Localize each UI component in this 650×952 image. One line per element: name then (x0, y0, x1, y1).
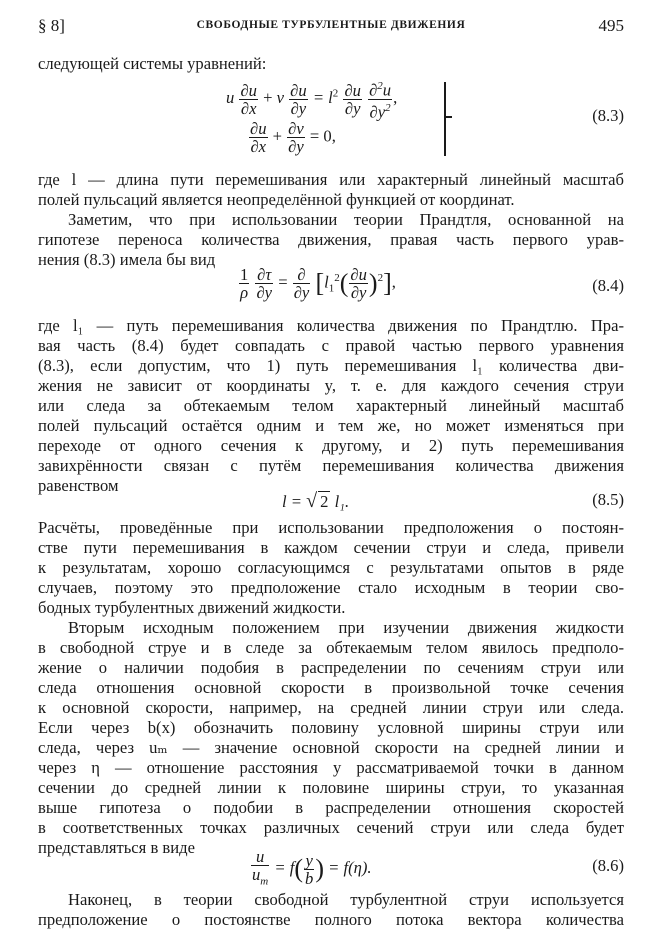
line: к основной скорости, например, на средней линии струи или следа. (38, 698, 624, 717)
equation-8-6: $\frac{u}{u_m}$ = f( $\frac{y}{b}$ ) = f(η). (8.6) (252, 847, 624, 888)
line: в соответственных точках различных сечений струи или следа будет (38, 818, 624, 837)
equation-number-8-4: (8.4) (592, 276, 624, 295)
line: стве пути перемешивания в каждом сечении струи и следа, привели (38, 538, 624, 557)
section-marker: § 8] (38, 16, 65, 35)
line: выше гипотеза о подобии в распределении отношения скоростей (38, 798, 624, 817)
line: где l — длина пути перемешивания или характерный линейный масштаб (38, 170, 624, 189)
line: завихрённости связан с путём перемешивания количества движения (38, 456, 624, 475)
equation-8-5: l = √ 2 l₁. (8.5) (282, 490, 624, 512)
equation-8-3-brace (440, 82, 446, 156)
line: следа, через uₘ — значение основной скорости на средней линии и (38, 738, 624, 757)
paragraph-3 (38, 316, 624, 337)
line: предположение о постоянстве полного потока вектора количества (38, 910, 624, 929)
line: полей пульсаций является неопределённой функцией от координат. (38, 190, 515, 209)
paragraph-1 (38, 170, 624, 191)
line: случаев, поэтому это предположение стало исходным в теории сво- (38, 578, 624, 597)
line: через η — отношение расстояния y рассматриваемой точки в данном (38, 758, 624, 777)
paragraph-intro (38, 54, 624, 75)
line: или следа за обтекаемым телом характерный линейный масштаб (38, 396, 624, 415)
line: Если через b(x) обозначить половину условной ширины струи или (38, 718, 624, 737)
line: равенством (38, 476, 119, 495)
line: где l₁ — путь перемешивания количества движения по Прандтлю. Пра- (38, 316, 624, 335)
line: переходе от одного сечения к другому, и 2) путь перемешивания (38, 436, 624, 455)
equation-8-3-row-1: u $\frac{\partial u}{\partial x}$ + v $\frac{\partial u}{\partial y}$ = $l^2$ $\frac{\partial u}{\partial y}$ $\frac{\partial^2u}{\partial y^2}$ , (226, 80, 398, 122)
paragraph-4 (38, 518, 624, 539)
line: Наконец, в теории свободной турбулентной струи используется (68, 890, 624, 909)
line: в свободной струе и в следе за обтекаемым телом явилось предполо- (38, 638, 624, 657)
paragraph-5 (38, 618, 624, 639)
equation-number-8-5: (8.5) (592, 490, 624, 509)
equation-8-3 (38, 78, 624, 164)
line: представляться в виде (38, 838, 195, 857)
running-header (38, 16, 624, 40)
line: полей пульсаций остаётся одним и тем же, но может изменяться при (38, 416, 624, 435)
line: нения (8.3) имела бы вид (38, 250, 216, 269)
running-title: СВОБОДНЫЕ ТУРБУЛЕНТНЫЕ ДВИЖЕНИЯ (196, 19, 466, 31)
line: гипотезе переноса количества движения, правая часть первого урав- (38, 230, 624, 249)
line: Вторым исходным положением при изучении движения жидкости (68, 618, 624, 637)
line: следующей системы уравнений: (38, 54, 267, 73)
equation-8-4: $\frac{1}{\rho}$ $\frac{\partial\tau}{\partial y}$ = ∂ ∂y [$l_1^2$( $\frac{\partial u}{\partial y}$ )$^2$], (8.4) (240, 265, 624, 302)
page-number: 495 (598, 16, 624, 35)
paragraph-2 (38, 210, 624, 231)
line: жение о наличии подобия в распределении по сечениям струи или (38, 658, 624, 677)
line: к результатам, хорошо согласующимся с результатами опытов в ряде (38, 558, 624, 577)
line: жения не зависит от координаты y, т. е. для каждого сечения струи (38, 376, 624, 395)
paragraph-6 (38, 890, 624, 911)
equation-number-8-6: (8.6) (592, 856, 624, 875)
line: бодных турбулентных движений жидкости. (38, 598, 346, 617)
equation-8-3-row-2: $\frac{\partial u}{\partial x}$ + $\frac{\partial v}{\partial y}$ = 0, (250, 119, 336, 156)
line: Заметим, что при использовании теории Прандтля, основанной на (68, 210, 624, 229)
line: (8.3), если допустим, что 1) путь перемешивания l₁ количества дви- (38, 356, 624, 375)
line: следа отношения основной скорости в произвольной точке сечения (38, 678, 624, 697)
line: вая часть (8.4) будет совпадать с правой частью первого уравнения (38, 336, 624, 355)
equation-number-8-3: (8.3) (592, 106, 624, 125)
line: сечении до средней линии к половине ширины струи, то указанная (38, 778, 624, 797)
line: Расчёты, проведённые при использовании предположения о постоян- (38, 518, 624, 537)
paragraph-1-end (38, 190, 624, 211)
